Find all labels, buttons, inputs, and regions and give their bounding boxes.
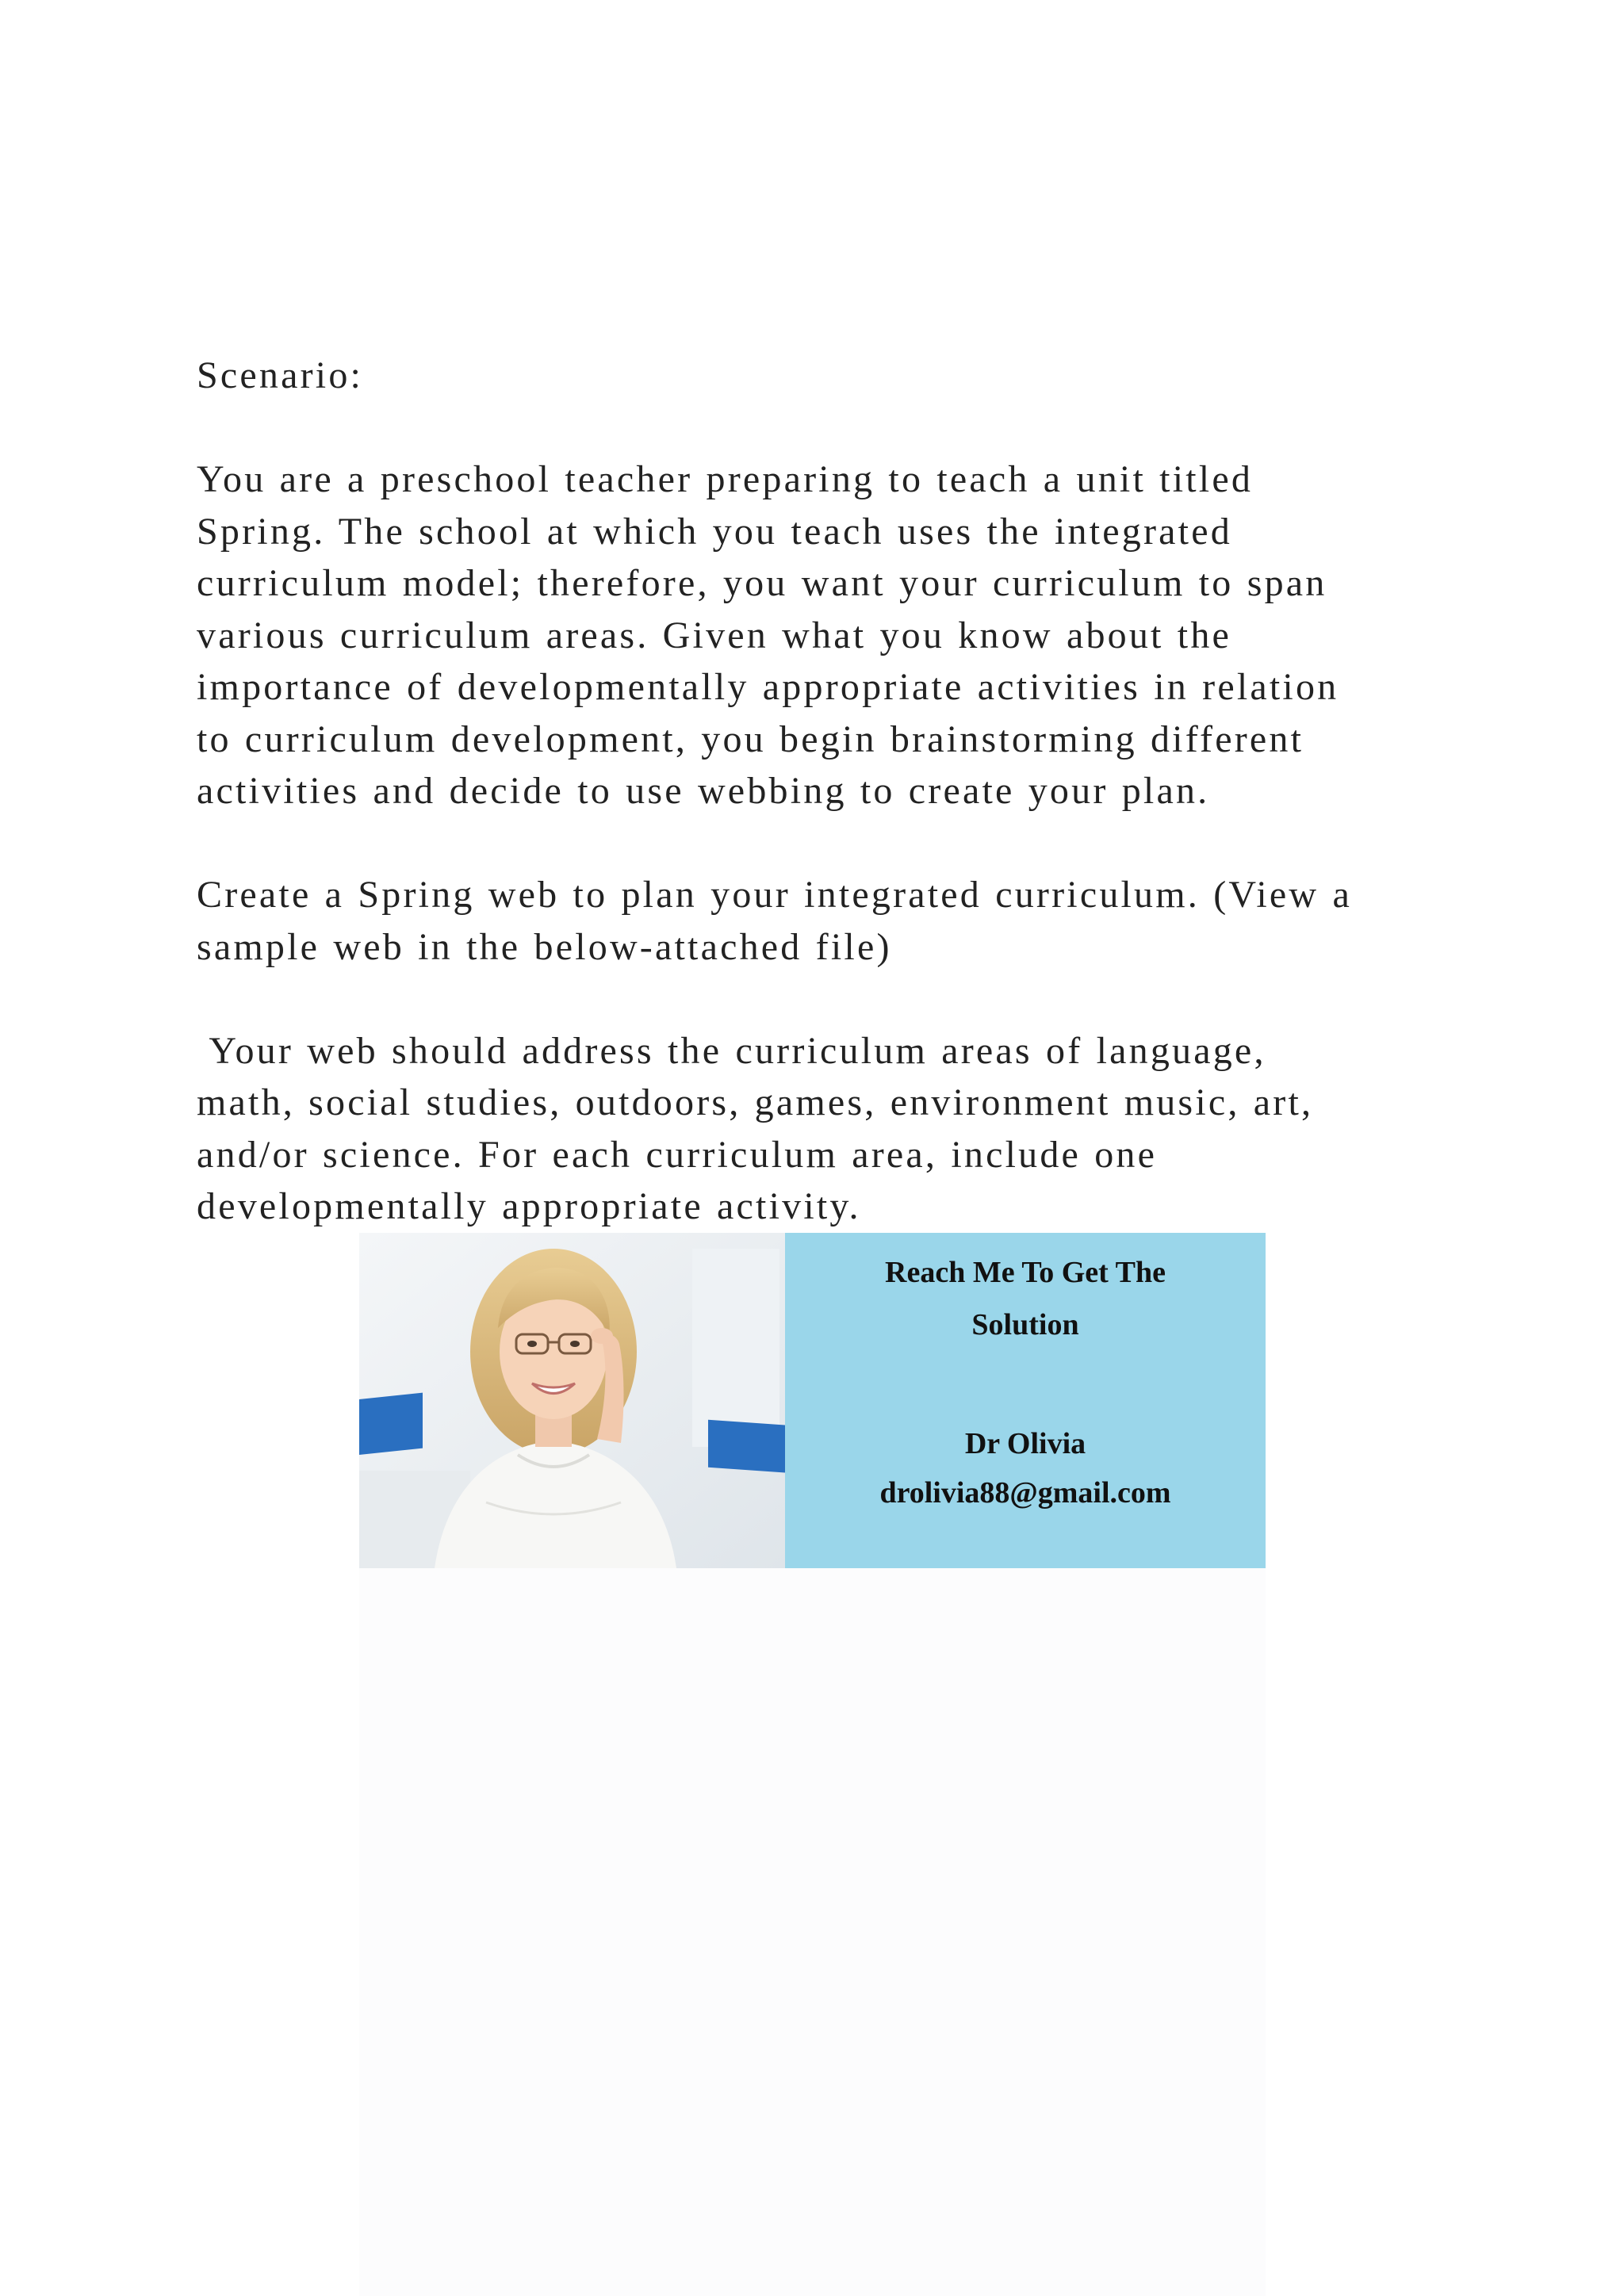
paragraph-line: You are a preschool teacher preparing to teach a unit titled <box>197 458 1254 500</box>
paragraph-gap <box>197 973 1481 1025</box>
paragraph-line: Spring. The school at which you teach uses the integrated <box>197 510 1232 553</box>
paragraph-line: and/or science. For each curriculum area, include one <box>197 1133 1158 1176</box>
contact-info-panel <box>785 1233 1266 1568</box>
scenario-heading: Scenario: <box>197 354 364 396</box>
paragraph-gap <box>197 402 1481 454</box>
document-body <box>197 350 1481 1233</box>
woman-photo <box>359 1233 785 1568</box>
paragraph-line: developmentally appropriate activity. <box>197 1185 861 1227</box>
contact-name: Dr Olivia <box>964 1427 1086 1460</box>
paragraph-line: various curriculum areas. Given what you know about the <box>197 614 1232 656</box>
paragraph-line: to curriculum development, you begin brainstorming different <box>197 718 1304 760</box>
paragraph-line: Create a Spring web to plan your integrated curriculum. (View a <box>197 874 1352 916</box>
banner-line-1: Reach Me To Get The <box>885 1256 1166 1289</box>
paragraph-line: curriculum model; therefore, you want your curriculum to span <box>197 562 1327 604</box>
image-background-extension <box>359 1568 1266 2296</box>
paragraph-gap <box>197 817 1481 870</box>
contact-banner <box>359 1233 1266 1568</box>
banner-line-2: Solution <box>971 1308 1079 1341</box>
paragraph-line: importance of developmentally appropriate activities in relation <box>197 666 1339 708</box>
paragraph-line: activities and decide to use webbing to create your plan. <box>197 770 1210 812</box>
paragraph-line: sample web in the below-attached file) <box>197 925 892 968</box>
paragraph-line: Your web should address the curriculum areas of language, <box>197 1029 1266 1072</box>
paragraph-line: math, social studies, outdoors, games, environment music, art, <box>197 1081 1314 1123</box>
contact-email: drolivia88@gmail.com <box>879 1476 1171 1510</box>
